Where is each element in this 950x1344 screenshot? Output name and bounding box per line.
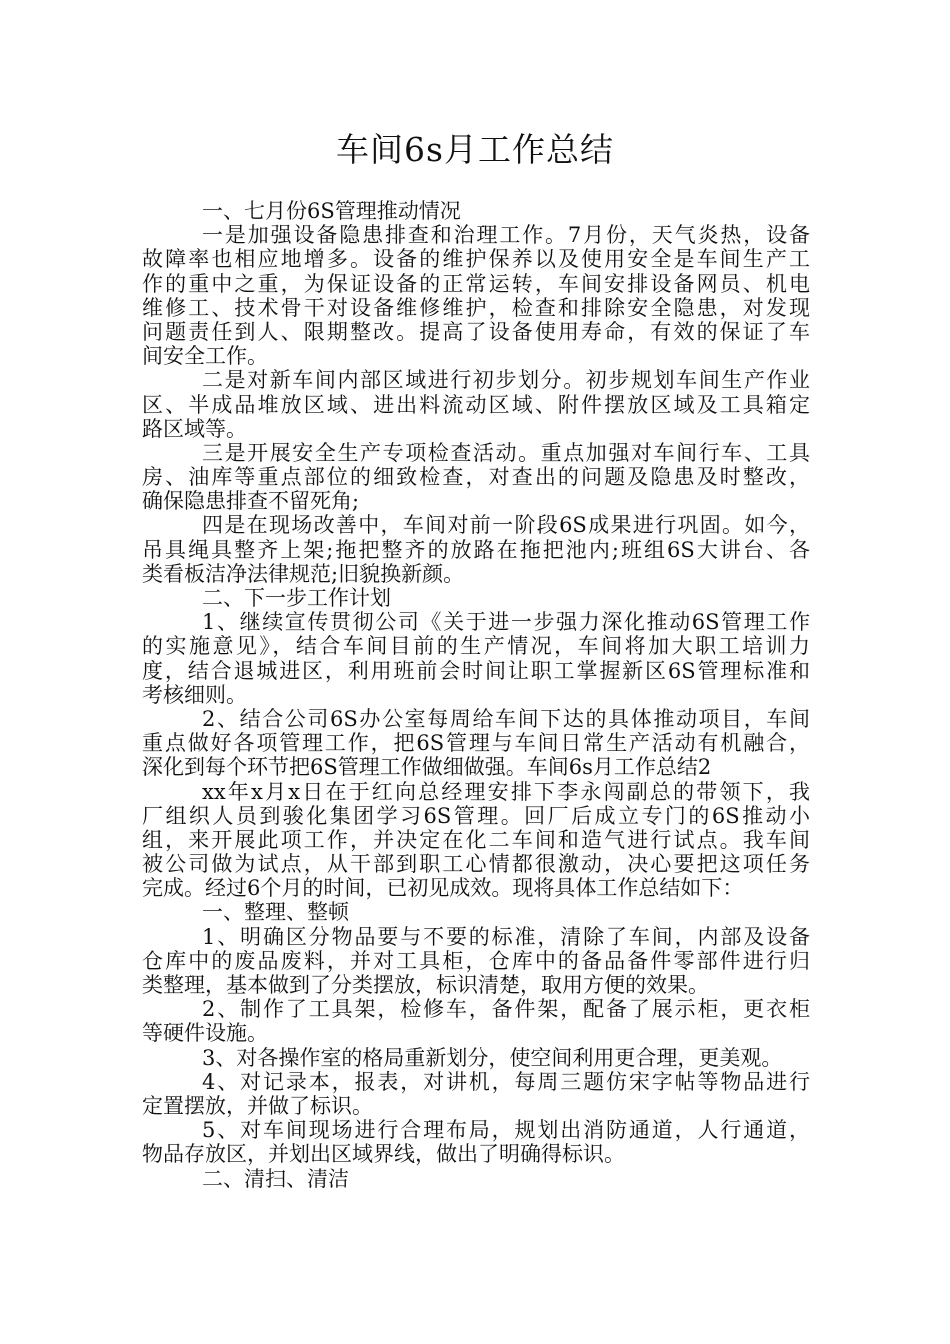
document-line: 完成。经过6个月的时间，已初见成效。现将具体工作总结如下： — [142, 876, 744, 901]
document-body — [142, 199, 810, 1191]
document-line: 组，来开展此项工作，并决定在化二车间和造气进行试点。我车间 — [142, 827, 810, 852]
document-line: 故障率也相应地增多。设备的维护保养以及使用安全是车间生产工 — [142, 247, 810, 272]
document-line: 被公司做为试点，从干部到职工心情都很激动，决心要把这项任务 — [142, 852, 810, 877]
document-line: 吊具绳具整齐上架;拖把整齐的放路在拖把池内;班组6S大讲台、各 — [142, 537, 810, 562]
document-line: 一、整理、整顿 — [202, 900, 349, 925]
document-line: 考核细则。 — [142, 682, 247, 707]
document-line: 类整理，基本做到了分类摆放，标识清楚，取用方便的效果。 — [142, 973, 709, 997]
document-line: 重点做好各项管理工作，把6S管理与车间日常生产活动有机融合， — [142, 731, 810, 756]
document-line: 一、七月份6S管理推动情况 — [202, 199, 461, 223]
document-line: 一是加强设备隐患排查和治理工作。7月份，天气炎热，设备 — [202, 223, 810, 248]
document-line: 度，结合退城进区，利用班前会时间让职工掌握新区6S管理标准和 — [142, 658, 810, 683]
document-line: 2、制作了工具架，检修车，备件架，配备了展示柜，更衣柜 — [202, 997, 810, 1022]
document-line: 作的重中之重，为保证设备的正常运转，车间安排设备网员、机电 — [142, 271, 810, 296]
document-line: 3、对各操作室的格局重新划分，使空间利用更合理，更美观。 — [202, 1045, 783, 1070]
document-line: 5、对车间现场进行合理布局，规划出消防通道，人行通道， — [202, 1118, 810, 1143]
document-line: xx年x月x日在于红向总经理安排下李永闯副总的带领下，我 — [202, 779, 810, 804]
document-line: 二是对新车间内部区域进行初步划分。初步规划车间生产作业 — [202, 368, 810, 393]
document-line: 房、油库等重点部位的细致检查，对查出的问题及隐患及时整改， — [142, 465, 810, 490]
document-line: 1、明确区分物品要与不要的标准，清除了车间，内部及设备 — [202, 924, 810, 949]
document-line: 厂组织人员到骏化集团学习6S管理。回厂后成立专门的6S推动小 — [142, 803, 810, 828]
document-line: 仓库中的废品废料，并对工具柜，仓库中的备品备件零部件进行归 — [142, 948, 810, 973]
document-line: 问题责任到人、限期整改。提高了设备使用寿命，有效的保证了车 — [142, 319, 810, 344]
document-line: 2、结合公司6S办公室每周给车间下达的具体推动项目，车间 — [202, 706, 810, 731]
document-line: 维修工、技术骨干对设备维修维护，检查和排除安全隐患，对发现 — [142, 295, 810, 320]
document-line: 的实施意见》，结合车间目前的生产情况，车间将加大职工培训力 — [142, 634, 810, 659]
document-line: 确保隐患排查不留死角; — [142, 489, 360, 514]
document-line: 定置摆放，并做了标识。 — [142, 1093, 373, 1118]
document-line: 二、清扫、清洁 — [202, 1166, 349, 1191]
document-title: 车间6s月工作总结 — [336, 130, 614, 169]
document-line: 等硬件设施。 — [142, 1021, 268, 1046]
document-line: 二、下一步工作计划 — [202, 586, 391, 610]
document-line: 四是在现场改善中，车间对前一阶段6S成果进行巩固。如今， — [202, 513, 810, 538]
document-line: 1、继续宣传贯彻公司《关于进一步强力深化推动6S管理工作 — [202, 610, 810, 635]
document-line: 路区域等。 — [142, 416, 247, 441]
document-line: 类看板洁净法律规范;旧貌换新颜。 — [142, 561, 465, 586]
document-line: 间安全工作。 — [142, 344, 268, 369]
document-line: 深化到每个环节把6S管理工作做细做强。车间6s月工作总结2 — [142, 755, 712, 780]
document-line: 物品存放区，并划出区域界线，做出了明确得标识。 — [142, 1142, 625, 1167]
document-line: 4、对记录本，报表，对讲机，每周三题仿宋字帖等物品进行 — [202, 1069, 810, 1094]
document-line: 三是开展安全生产专项检查活动。重点加强对车间行车、工具 — [202, 440, 810, 465]
document-line: 区、半成品堆放区域、进出料流动区域、附件摆放区域及工具箱定 — [142, 392, 810, 417]
